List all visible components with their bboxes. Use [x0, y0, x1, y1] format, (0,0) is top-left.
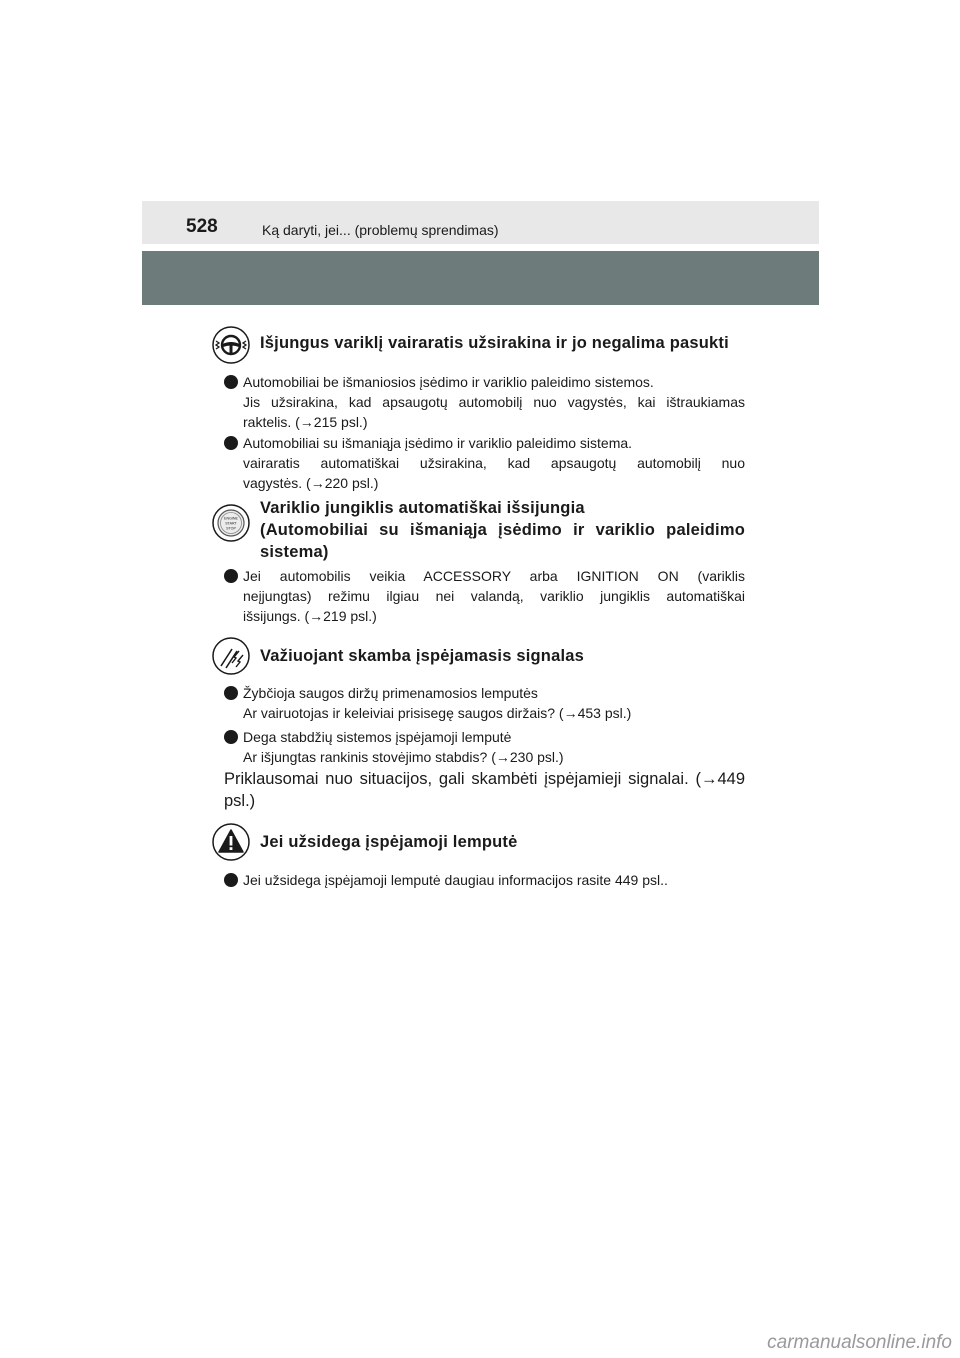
list-item: Jei užsidega įspėjamoji lemputė daugiau informacijos rasite 449 psl..: [243, 872, 668, 888]
page-number: 528: [186, 216, 218, 237]
bullet: [224, 730, 238, 744]
engine-start-stop-icon: [212, 504, 250, 542]
section-banner: [142, 251, 819, 305]
section-title-warning-light: Jei užsidega įspėjamoji lemputė: [260, 833, 518, 851]
list-item: Jei automobilis veikia ACCESSORY arba IGNITION ON (variklis neįjungtas) režimu ilgiau nei valandą, variklio jungiklis automatiškai išsijungs. (→219 psl.): [243, 568, 745, 624]
bullet: [224, 436, 238, 450]
svg-text:STOP: STOP: [226, 526, 236, 531]
section-title-engine-switch: Variklio jungiklis automatiškai išsijungia (Automobiliai su išmaniąja įsėdimo ir variklio paleidimo sistema): [260, 499, 745, 561]
bullet: [224, 873, 238, 887]
footer-brand: carmanualsonline.info: [767, 1332, 952, 1353]
bullet: [224, 686, 238, 700]
list-item: Automobiliai be išmaniosios įsėdimo ir variklio paleidimo sistemos. Jis užsirakina, kad apsaugotų automobilį nuo vagystės, kai ištraukiamas raktelis. (→215 psl.): [243, 374, 745, 430]
list-item: Žybčioja saugos diržų primenamosios lemputės Ar vairuotojas ir keleiviai prisisegę saugos diržais? (→453 psl.): [243, 685, 632, 721]
section-title-steering-lock: Išjungus variklį vairaratis užsirakina ir jo negalima pasukti: [260, 334, 729, 352]
steering-wheel-lock-icon: [212, 326, 250, 364]
warning-buzzer-icon: [212, 637, 250, 675]
bullet: [224, 375, 238, 389]
list-item: Automobiliai su išmaniąja įsėdimo ir variklio paleidimo sistema. vairaratis automatiškai užsirakina, kad apsaugotų automobilį nuo vagystės. (→220 psl.): [243, 435, 745, 491]
bullet: [224, 569, 238, 583]
running-title: Ką daryti, jei... (problemų sprendimas): [262, 222, 499, 238]
note-text: Priklausomai nuo situacijos, gali skambėti įspėjamieji signalai. (→449 psl.): [224, 770, 745, 810]
warning-triangle-icon: [212, 823, 250, 861]
svg-text:ENGINE: ENGINE: [224, 516, 238, 521]
svg-text:START: START: [225, 521, 237, 526]
list-item: Dega stabdžių sistemos įspėjamoji lemputė Ar išjungtas rankinis stovėjimo stabdis? (→230 psl.): [243, 729, 564, 765]
section-title-buzzer: Važiuojant skamba įspėjamasis signalas: [260, 647, 585, 665]
